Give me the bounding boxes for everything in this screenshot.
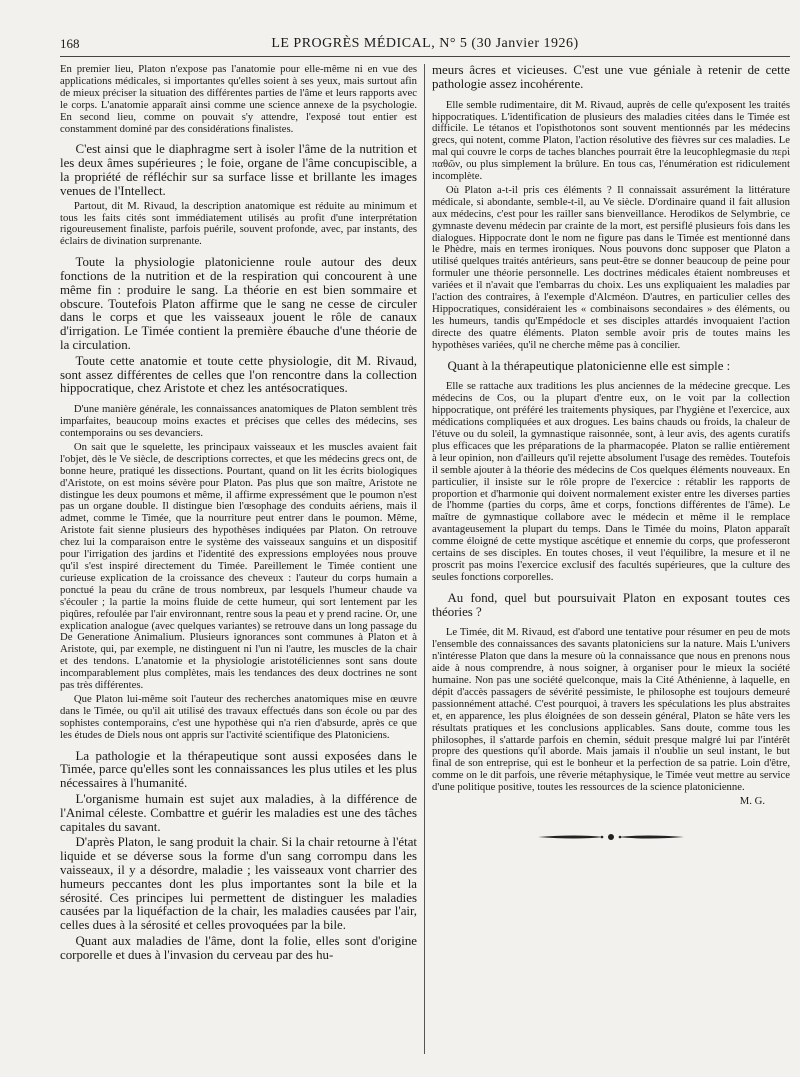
tailpiece-ornament — [536, 831, 686, 843]
left-paragraph-3: Partout, dit M. Rivaud, la description anatomique est réduite au minimum et tous les faits cités sont immédiatement utilisés au profit d'une interprétation rigoureusement finaliste, parfois puérile, souvent profonde, avec, par instants, des éclairs de divination surprenante. — [60, 199, 417, 248]
right-paragraph-4: Quant à la thérapeutique platonicienne elle est simple : — [447, 358, 731, 373]
page-number: 168 — [60, 36, 80, 51]
left-paragraph-8: Que Platon lui-même soit l'auteur des recherches anatomiques mise en œuvre dans le Timée, ou qu'il ait utilisé des travaux effectués dans son école ou par des sophistes contemporains, c'est une hypothèse qui n'a rien d'absurde, après ce que les études de Diels nous ont appris sur l'activité scientifique des Platoniciens. — [60, 692, 417, 741]
left-paragraph-10: L'organisme humain est sujet aux maladies, à la différence de l'Animal céleste. Combattre et guérir les maladies est une des tâches capitales du savant. — [60, 791, 417, 834]
left-paragraph-11: D'après Platon, le sang produit la chair. Si la chair retourne à l'état liquide et se déverse sous la forme d'un sang corrompu dans les vaisseaux, il y a désordre, maladie ; les vaisseaux vont charrier des humeurs peccantes dont les plus importantes sont la bile et la sérosité. Ces principes lui permettent de distinguer les maladies causées par la liquéfaction de la chair, les maladies causées par l'air, celles dues à la sérosité et celles provoquées par la bile. — [60, 835, 417, 933]
right-paragraph-5: Elle se rattache aux traditions les plus anciennes de la médecine grecque. Les médecins de Cos, ou la plupart d'entre eux, on le voit par la collection hippocratique, ont préféré les traitements physiques, par l'hygiène et l'exercice, aux médications compliquées et aux drogues. Les bains chauds ou froids, la chaleur de l'étuve ou du soleil, la gymnastique raisonnée, sont, à leur avis, des agents curatifs plus efficaces que les préparations de la pharmacopée. Platon se rallie entièrement à leur opinion, non d'ailleurs qu'il rejette absolument l'usage des remèdes. Toutefois il semble ajouter à la théorie des médecins de Cos quelques éléments nouveaux. En particulier, il insiste sur le rôle propre de l'exercice : rétablir les rapports de proportion et d'harmonie qui doivent normalement exister entre les diverses parties de l'homme (parties du corps, âme et corps, fonctions différentes de l'âme). Le maître de gymnastique collabore avec le médecin et même il le remplace avantageusement la plupart du temps. Dans le Timée du moins, Platon apparaît comme éloigné de cette mystique ascétique et ennemie du corps, que professeront certains de ses disciples. En toutes choses, il veut l'équilibre, la mesure et il ne proscrit pas moins l'exercice exclusif des facultés supérieures, que la culture des seules fonctions corporelles. — [432, 380, 790, 583]
left-paragraph-12: Quant aux maladies de l'âme, dont la folie, elles sont d'origine corporelle et dues à l'invasion du cerveau par des hu- — [60, 933, 417, 962]
left-paragraph-5: Toute cette anatomie et toute cette physiologie, dit M. Rivaud, sont assez différentes de celles que l'on rencontre dans la collection hippocratique, chez Aristote et chez les antésocratiques. — [60, 353, 417, 396]
right-paragraph-1: meurs âcres et vicieuses. C'est une vue géniale à retenir de cette pathologie assez incohérente. — [432, 63, 790, 91]
left-column — [60, 64, 417, 965]
left-paragraph-6: D'une manière générale, les connaissances anatomiques de Platon semblent très imparfaites, beaucoup moins exactes et précises que celles des médecins, ses contemporains ou ses devanciers. — [60, 403, 417, 440]
running-title: LE PROGRÈS MÉDICAL, N° 5 (30 Janvier 1926) — [271, 36, 579, 51]
left-paragraph-2: C'est ainsi que le diaphragme sert à isoler l'âme de la nutrition et les deux âmes supérieures ; le foie, organe de l'âme concupiscible, a la propriété de réfléchir sur sa surface lisse et brillante les images venues de l'Intellect. — [60, 142, 417, 198]
running-header — [60, 36, 790, 57]
right-paragraph-3: Où Platon a-t-il pris ces éléments ? Il connaissait assurément la littérature médicale, si abondante, semble-t-il, au Ve siècle. D'ordinaire quand il fait allusion aux médecins, c'est pour les railler sans bienveillance. Herodikos de Selymbrie, ce gymnaste devenu médecin par crainte de la mort, est persiflé plusieurs fois dans les dialogues. Hippocrate dont le nom ne figure pas dans le Timée est mentionné dans le Phèdre, mais en termes ironiques. Nous pouvons donc supposer que Platon a utilisé quelques traités antérieurs, sans peut-être se donner beaucoup de peine pour formuler une théorie personnelle. Les doctrines médicales étaient nombreuses et variées et il n'avait que l'embarras du choix. Les uns expliquaient les maladies par l'action des contraires, à l'exemple d'Alcméon. D'autres, en particulier celles des Hippocratiques, considéraient les « combinaisons secondaires » des éléments, ou les humeurs, tandis qu'Empédocle et ses disciples attardés invoquaient l'action directe des quatre éléments. Platon semble avoir pris de toutes mains les hypothèses variées, qu'il ne cherche même pas à concilier. — [432, 183, 790, 351]
right-column — [432, 64, 790, 843]
column-divider — [424, 64, 425, 1054]
author-signature: M. G. — [739, 795, 765, 808]
left-paragraph-7: On sait que le squelette, les principaux vaisseaux et les muscles avaient fait l'objet, dès le Ve siècle, de descriptions correctes, et que les médecins grecs ont, de bonne heure, pratiqué les dissections. Pourtant, quand on lit les écrits biologiques d'Aristote, on est moins sévère pour Platon. Pas plus que son maître, Aristote ne distingue les deux poumons et même, il affirme expressément que le poumon n'est pas un organe double. Il distingue bien l'œsophage des conduits aériens, mais il admet, comme le Timée, que la nourriture peut entrer dans le poumon. Même, Aristote fait sienne plusieurs des hypothèses indiquées par Platon. On retrouve chez lui la comparaison entre le système des vaisseaux sanguins et un dispositif pour l'irrigation des jardins et l'identité des expressions employées nous prouve qu'il s'est inspiré directement du Timée. Pareillement le Timée contient une curieuse explication de la croissance des cheveux : l'auteur du corps humain a ponctué la peau du crâne de trous nombreux, par lesquels l'humeur chaude va s'écouler ; la partie la moins fluide de cette humeur, qui sort lentement par les piqûres, refoulée par l'air environnant, rentre sous la peau et y prend racine. Or, une explication analogue (avec quelques variantes) se retrouve dans un long passage du De Generatione Animalium. Plusieurs ignorances sont communes à Platon et à Aristote, qui, par exemple, ne distinguent ni l'un ni l'autre, les muscles de la chair et des tendons. L'anatomie et la physiologie aristotéliciennes sont sans doute incomparablement plus complètes, mais les tendances des deux doctrines ne sont pas très différentes. — [60, 440, 418, 692]
left-paragraph-4: Toute la physiologie platonicienne roule autour des deux fonctions de la nutrition et de la respiration qui concourent à une même fin : produire le sang. La théorie en est bien sommaire et obscure. Toutefois Platon affirme que le sang ne cesse de circuler dans le corps et que les vaisseaux jouent le rôle de canaux d'irrigation. Le Timée contient la première ébauche d'une théorie de la circulation. — [60, 255, 417, 353]
left-paragraph-9: La pathologie et la thérapeutique sont aussi exposées dans le Timée, parce qu'elles sont les connaissances les plus utiles et les plus nécessaires à l'humanité. — [60, 748, 417, 791]
right-paragraph-7: Le Timée, dit M. Rivaud, est d'abord une tentative pour résumer en peu de mots l'ensemble des connaissances des savants platoniciens sur la nature. Mais L'univers n'intéresse Platon que dans la mesure où la connaissance que nous en prenons nous aide à nous comprendre, à nous soigner, à organiser pour le mieux la société humaine. Non pas une société quelconque, mais la Cité Athénienne, à laquelle, en dépit d'accès passagers de sévérité pessimiste, le philosophe est toujours demeuré passionnément attaché. C'est pourquoi, à travers les spéculations les plus abstraites et, en apparence, les plus éloignées de son dessein général, Platon se hâte vers les résultats pratiques et les conclusions applicables. Sans doute, comme tous les philosophes, il s'attarde parfois en chemin, séduit presque malgré lui par l'intérêt propre des questions qu'il aborde. Mais jamais il n'oublie un seul instant, le but final de son entreprise, qui est le bonheur et la perfection de sa patrie. Loin d'être, comme on le dit parfois, une rêverie métaphysique, le Timée veut mettre au service d'une politique positive, toutes les ressources de la science platonicienne. — [432, 626, 790, 794]
right-paragraph-2: Elle semble rudimentaire, dit M. Rivaud, auprès de celle qu'exposent les traités hippocratiques. L'identification de plusieurs des maladies citées dans le Timée est difficile. Le tétanos et l'opisthotonos sont souvent mentionnés par les médecins grecs, qui notent, comme Platon, l'action résolutive des fièvres sur ces maladies. Le mal qui couvre le corps de taches blanches pourrait être la leucophlegmasie du περὶ παθῶν, ou plus simplement la brûlure. En tous cas, l'énumération est ridiculement incomplète. — [432, 98, 790, 183]
left-paragraph-1: En premier lieu, Platon n'expose pas l'anatomie pour elle-même ni en vue des applications médicales, si importantes qu'elles soient à ses yeux, mais surtout afin de mieux préciser la situation des différentes parties de l'âme et leurs rapports avec le corps. L'anatomie apparaît ainsi comme une science annexe de la psychologie. En second lieu, comme on pouvait s'y attendre, l'exposé tout entier est constamment dominé par des considérations finalistes. — [60, 63, 417, 135]
right-paragraph-6: Au fond, quel but poursuivait Platon en exposant toutes ces théories ? — [432, 590, 790, 619]
